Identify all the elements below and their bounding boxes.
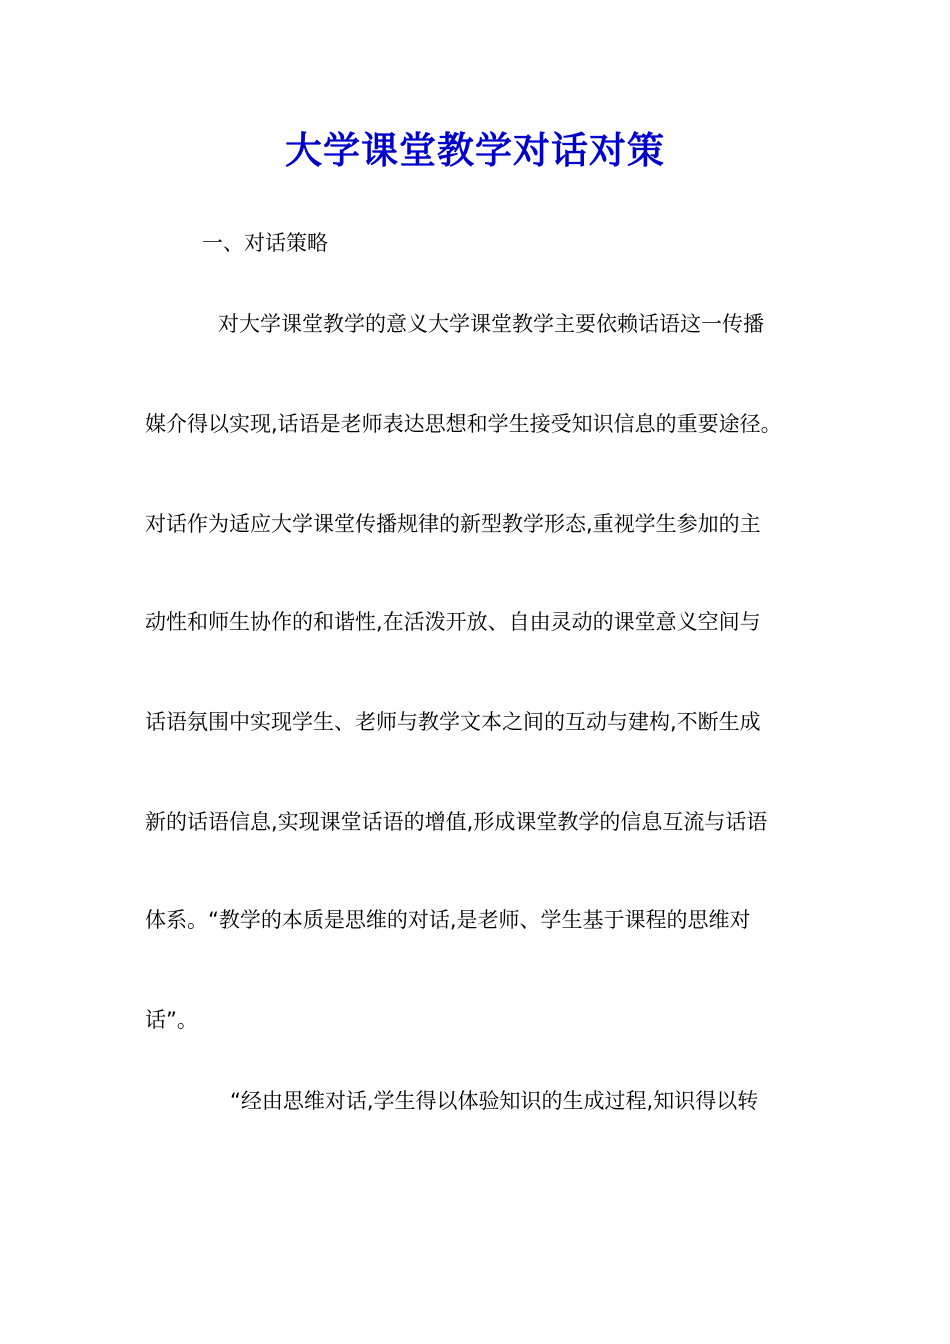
paragraph-line: 对话作为适应大学课堂传播规律的新型教学形态,重视学生参加的主 bbox=[145, 512, 761, 536]
paragraph-line: 媒介得以实现,话语是老师表达思想和学生接受知识信息的重要途径。 bbox=[145, 412, 782, 436]
paragraph-line: 话语氛围中实现学生、老师与教学文本之间的互动与建构,不断生成 bbox=[145, 710, 761, 734]
paragraph-line: 动性和师生协作的和谐性,在活泼开放、自由灵动的课堂意义空间与 bbox=[145, 610, 761, 634]
paragraph-line: 对大学课堂教学的意义大学课堂教学主要依赖话语这一传播 bbox=[218, 312, 764, 336]
document-title: 大学课堂教学对话对策 bbox=[285, 128, 665, 172]
section-heading: 一、对话策略 bbox=[202, 231, 328, 255]
paragraph-line: “经由思维对话,学生得以体验知识的生成过程,知识得以转 bbox=[230, 1089, 759, 1113]
paragraph-line: 体系。“教学的本质是思维的对话,是老师、学生基于课程的思维对 bbox=[145, 908, 751, 932]
paragraph-line: 话”。 bbox=[145, 1008, 198, 1032]
paragraph-line: 新的话语信息,实现课堂话语的增值,形成课堂教学的信息互流与话语 bbox=[145, 810, 768, 834]
